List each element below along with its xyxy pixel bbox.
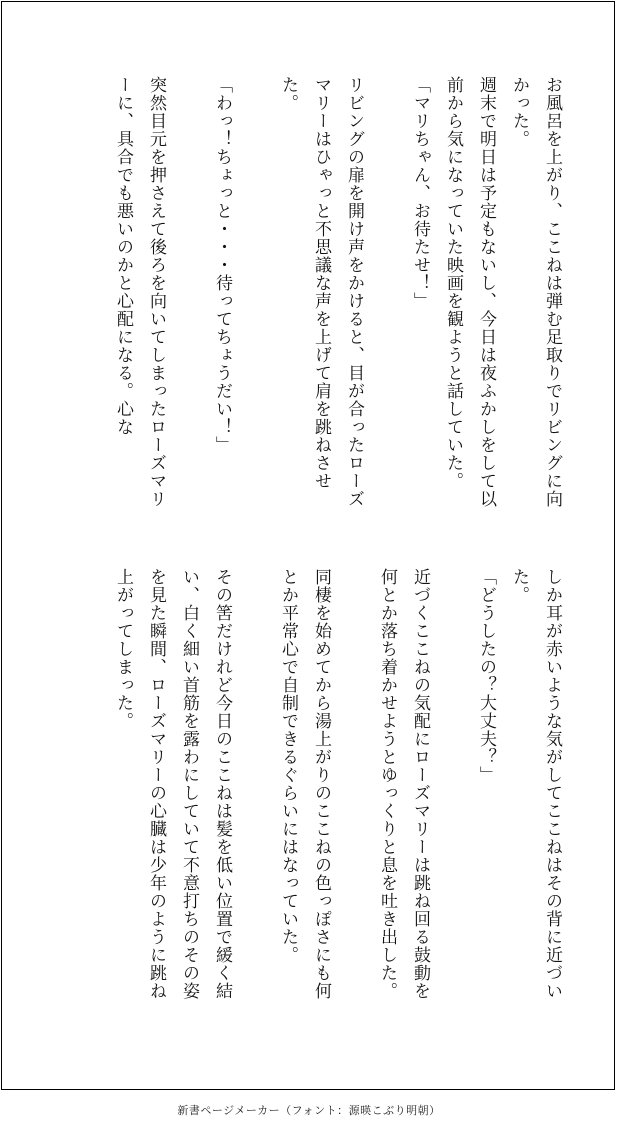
dialogue-line: 「どうしたの？大丈夫？」	[476, 568, 496, 784]
text-block-lower	[106, 568, 568, 1008]
page-frame	[1, 1, 615, 1090]
paragraph: 週末で明日は予定もないし、今日は夜ふかしをして以前から気になっていた映画を観ようと話していた。	[443, 76, 496, 508]
dialogue-line: 「わっ！ちょっと・・・待ってちょうだい！」	[212, 76, 232, 454]
dialogue-line: 「マリちゃん、お待たせ！」	[410, 76, 430, 310]
paragraph: お風呂を上がり、ここねは弾む足取りでリビングに向かった。	[509, 76, 562, 508]
paragraph: 突然目元を押さえて後ろを向いてしまったローズマリーに、具合でも悪いのかと心配になる。心な	[113, 76, 166, 508]
footer-credit: 新書ページメーカー（フォント：源暎こぶり明朝）	[177, 1104, 441, 1117]
paragraph: しか耳が赤いような気がしてここねはその背に近づいた。	[509, 568, 562, 1000]
text-block-upper	[73, 76, 568, 516]
paragraph: 同棲を始めてから湯上がりのここねの色っぽさにも何とか平常心で自制できるぐらいにはなっていた。	[278, 568, 331, 1000]
paragraph: リビングの扉を開け声をかけると、目が合ったローズマリーはひゃっと不思議な声を上げて肩を跳ねさせた。	[278, 76, 364, 508]
paragraph: 近づくここねの気配にローズマリーは跳ね回る鼓動を何とか落ち着かせようとゆっくりと息を吐き出した。	[377, 568, 430, 1000]
paragraph: その筈だけれど今日のここねは髪を低い位置で緩く結い、白く細い首筋を露わにしていて不意打ちのその姿を見た瞬間、ローズマリーの心臓は少年のように跳ね上がってしまった。	[113, 568, 232, 1000]
